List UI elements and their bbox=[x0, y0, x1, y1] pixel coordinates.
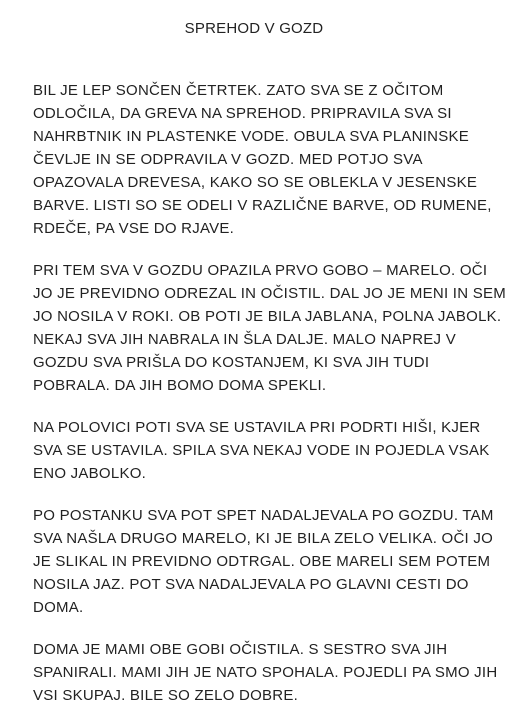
paragraph-1 bbox=[33, 79, 503, 240]
text-line: JO NOSILA V ROKI. OB POTI JE BILA JABLANA, POLNA JABOLK. bbox=[33, 308, 502, 325]
text-line: SVA SE USTAVILA. SPILA SVA NEKAJ VODE IN POJEDLA VSAK bbox=[33, 442, 490, 459]
text-line: OPAZOVALA DREVESA, KAKO SO SE OBLEKLA V JESENSKE bbox=[33, 174, 478, 191]
text-line: RDEČE, PA VSE DO RJAVE. bbox=[33, 220, 235, 237]
text-line: BARVE. LISTI SO SE ODELI V RAZLIČNE BARVE, OD RUMENE, bbox=[33, 197, 492, 214]
text-line: NEKAJ SVA JIH NABRALA IN ŠLA DALJE. MALO NAPREJ V bbox=[33, 331, 456, 348]
text-line: JO JE PREVIDNO ODREZAL IN OČISTIL. DAL JO JE MENI IN SEM bbox=[33, 285, 506, 302]
paragraph-4 bbox=[33, 504, 503, 619]
paragraph-5 bbox=[33, 638, 503, 707]
text-line: ODLOČILA, DA GREVA NA SPREHOD. PRIPRAVILA SVA SI bbox=[33, 105, 452, 122]
text-line: NAHRBTNIK IN PLASTENKE VODE. OBULA SVA PLANINSKE bbox=[33, 128, 470, 145]
text-line: NOSILA JAZ. POT SVA NADALJEVALA PO GLAVNI CESTI DO bbox=[33, 576, 469, 593]
text-line: DOMA JE MAMI OBE GOBI OČISTILA. S SESTRO SVA JIH bbox=[33, 641, 448, 658]
document-body bbox=[33, 79, 506, 726]
document-title: SPREHOD V GOZD bbox=[184, 20, 324, 37]
text-line: NA POLOVICI POTI SVA SE USTAVILA PRI PODRTI HIŠI, KJER bbox=[33, 419, 481, 436]
paragraph-2 bbox=[33, 259, 506, 397]
text-line: PRI TEM SVA V GOZDU OPAZILA PRVO GOBO – MARELO. OČI bbox=[33, 262, 488, 279]
text-line: ČEVLJE IN SE ODPRAVILA V GOZD. MED POTJO SVA bbox=[33, 151, 423, 168]
text-line: ENO JABOLKO. bbox=[33, 465, 147, 482]
text-line: GOZDU SVA PRIŠLA DO KOSTANJEM, KI SVA JIH TUDI bbox=[33, 354, 430, 371]
text-line: JE SLIKAL IN PREVIDNO ODTRGAL. OBE MARELI SEM POTEM bbox=[33, 553, 491, 570]
text-line: SPANIRALI. MAMI JIH JE NATO SPOHALA. POJEDLI PA SMO JIH bbox=[33, 664, 498, 681]
paragraph-3 bbox=[33, 416, 503, 485]
text-line: DOMA. bbox=[33, 599, 84, 616]
text-line: SVA NAŠLA DRUGO MARELO, KI JE BILA ZELO VELIKA. OČI JO bbox=[33, 530, 494, 547]
text-line: VSI SKUPAJ. BILE SO ZELO DOBRE. bbox=[33, 687, 299, 704]
text-line: BIL JE LEP SONČEN ČETRTEK. ZATO SVA SE Z OČITOM bbox=[33, 82, 444, 99]
text-line: PO POSTANKU SVA POT SPET NADALJEVALA PO GOZDU. TAM bbox=[33, 507, 494, 524]
text-line: POBRALA. DA JIH BOMO DOMA SPEKLI. bbox=[33, 377, 327, 394]
